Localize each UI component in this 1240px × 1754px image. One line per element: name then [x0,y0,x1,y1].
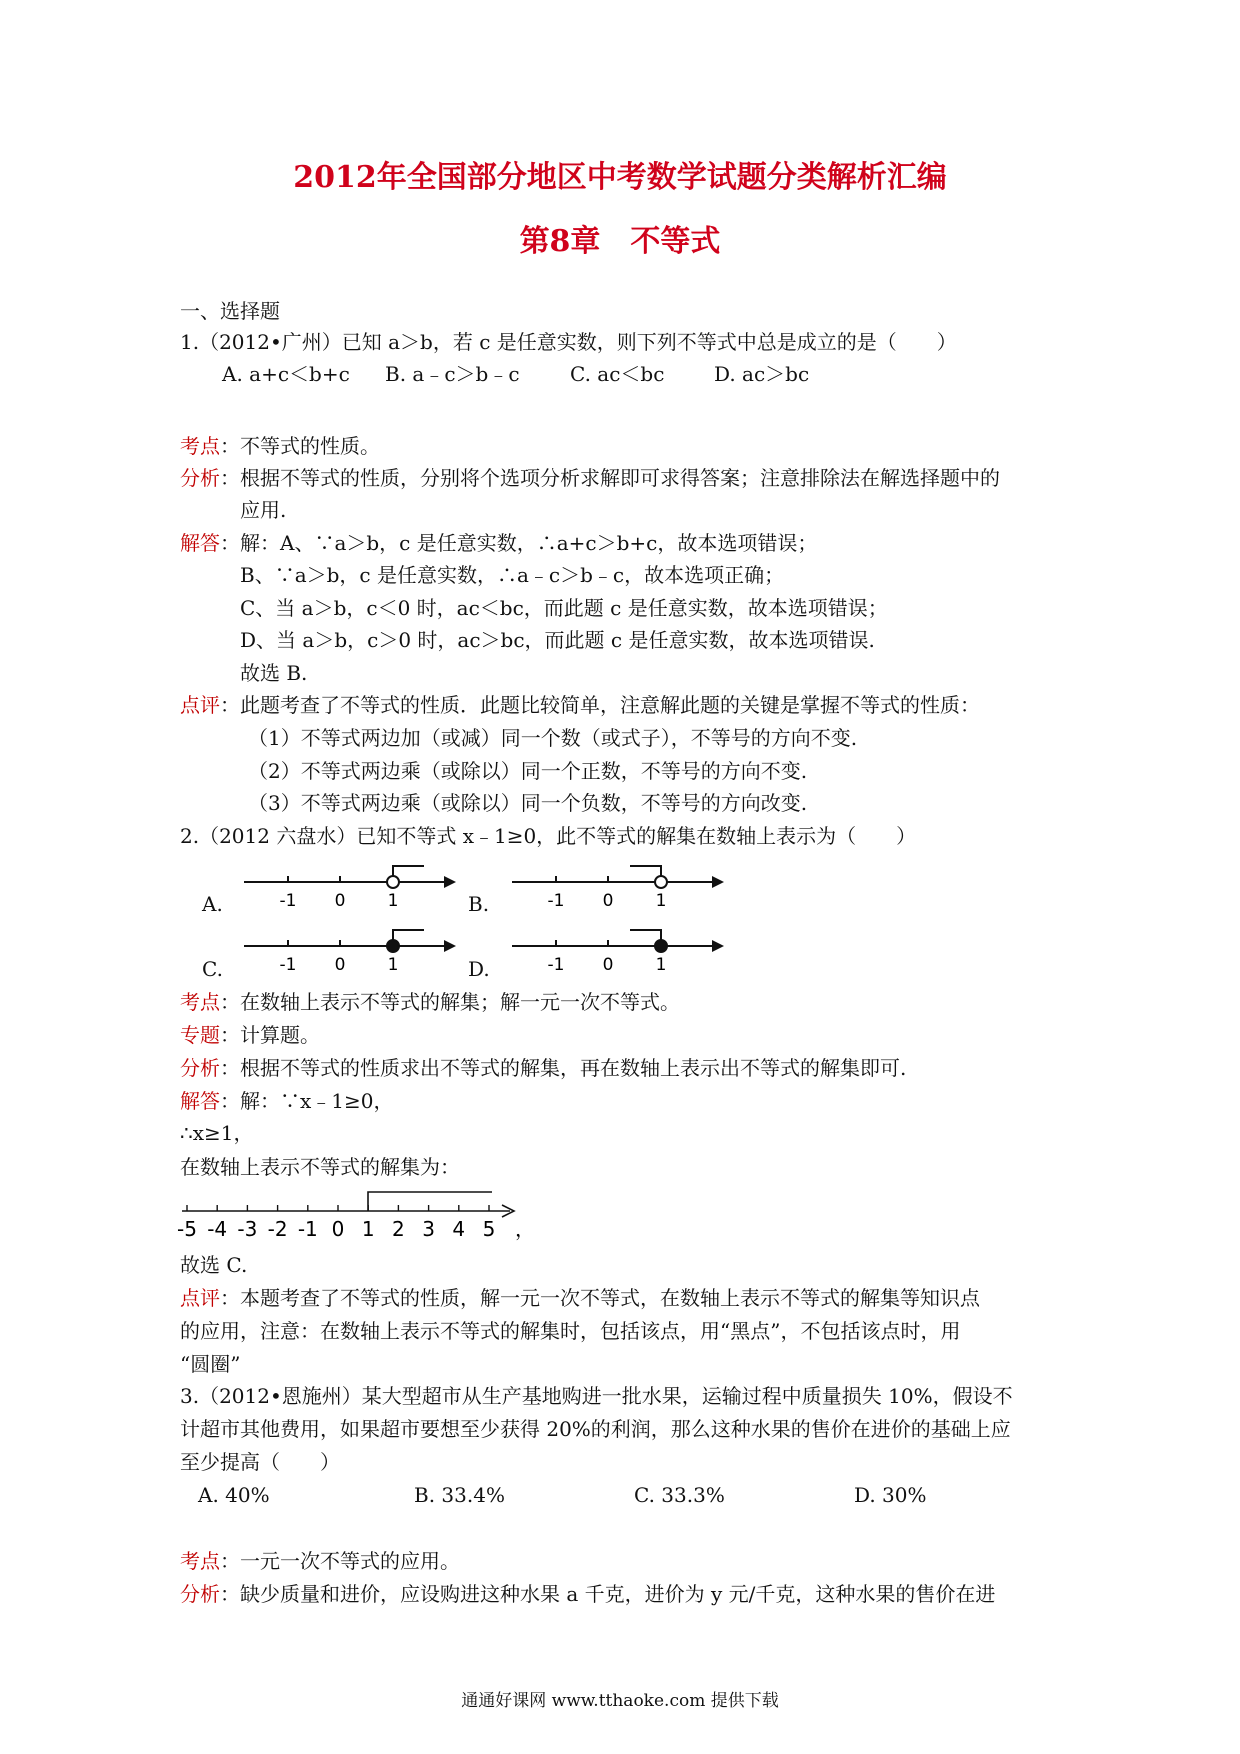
tick-label: -1 [297,1217,318,1241]
q1-jieda-text-4: D、当 a＞b，c＞0 时，ac＞bc，而此题 c 是任意实数，故本选项错误. [240,628,875,652]
q3-option-b: B. 33.4% [414,1483,505,1507]
q1-jieda-text-3: C、当 a＞b，c＜0 时，ac＜bc，而此题 c 是任意实数，故本选项错误； [240,596,888,620]
q1-jieda-text-1: 解：A、∵a＞b，c 是任意实数，∴a+c＞b+c，故本选项错误； [240,531,818,555]
q3-stem-2: 计超市其他费用，如果超市要想至少获得 20%的利润，那么这种水果的售价在进价的基础上应 [180,1417,1011,1441]
q2-option-c-label: C. [202,957,223,981]
tick-label: 3 [422,1217,435,1241]
q2-option-b-number-line [508,860,728,912]
axis-arrow [444,940,456,952]
tick-label: 0 [602,891,614,911]
tick-label: -3 [237,1217,258,1241]
q3-fenxi: 分析：缺少质量和进价，应设购进这种水果 a 千克，进价为 y 元/千克，这种水果的售价在进 [180,1582,996,1606]
tick-label: 0 [331,1217,345,1241]
solution-bracket [368,1192,492,1211]
tick-label: -1 [279,891,297,911]
q1-dianping: 点评：此题考查了不等式的性质．此题比较简单，注意解此题的关键是掌握不等式的性质： [180,693,980,717]
q1-option-d: D. ac＞bc [714,362,810,386]
tick-label: 5 [482,1217,496,1241]
tick-label: 1 [655,891,667,911]
tick-label: 1 [387,891,399,911]
kaodian-label: 考点 [180,434,220,458]
q2-jieda: 解答：解：∵x﹣1≥0， [180,1089,394,1113]
q2-option-d-number-line [508,924,728,976]
zhuanti-label: 专题 [180,1023,220,1047]
q1-fenxi-text-1: 根据不等式的性质，分别将个选项分析求解即可求得答案；注意排除法在解选择题中的 [240,466,1000,490]
axis-arrow [712,940,724,952]
document-title: 2012年全国部分地区中考数学试题分类解析汇编 [293,160,947,195]
jieda-label: 解答 [180,1089,220,1113]
q1-dianping-text-1: 此题考查了不等式的性质．此题比较简单，注意解此题的关键是掌握不等式的性质： [240,693,980,717]
q2-dianping-text-3: “圆圈” [180,1352,241,1376]
q1-option-b: B. a﹣c＞b﹣c [385,362,520,386]
q2-solution-number-line [177,1180,540,1241]
q2-option-d-label: D. [468,957,490,981]
q2-fenxi: 分析：根据不等式的性质求出不等式的解集，再在数轴上表示出不等式的解集即可. [180,1056,907,1080]
q2-dianping: 点评：本题考查了不等式的性质，解一元一次不等式，在数轴上表示不等式的解集等知识点 [180,1286,980,1310]
q2-option-b-label: B. [468,892,490,916]
q3-stem-3: 至少提高（ ） [180,1450,340,1474]
solution-bracket [630,930,661,940]
tick-label: -1 [279,955,297,975]
q1-jieda-text-2: B、∵a＞b，c 是任意实数，∴a﹣c＞b﹣c，故本选项正确； [240,563,785,587]
open-point [655,876,667,888]
fenxi-label: 分析 [180,1056,220,1080]
tick-label: 0 [602,955,614,975]
q3-option-c: C. 33.3% [634,1483,725,1507]
q1-option-c: C. ac＜bc [570,362,665,386]
q2-option-a-label: A. [202,892,223,916]
q3-kaodian-text: 一元一次不等式的应用。 [240,1549,460,1573]
q2-option-c-number-line [240,924,460,976]
tick-label: -4 [207,1217,228,1241]
solid-point [387,940,399,952]
tick-label: -1 [547,891,565,911]
page-footer: 通通好课网 www.tthaoke.com 提供下载 [461,1691,779,1711]
solid-point [655,940,667,952]
axis-arrow [444,876,456,888]
q2-option-a-number-line [240,860,460,912]
q1-stem: 1.（2012•广州）已知 a＞b，若 c 是任意实数，则下列不等式中总是成立的是（ ） [180,330,957,354]
tick-label: 1 [655,955,667,975]
q2-stem: 2.（2012 六盘水）已知不等式 x﹣1≥0，此不等式的解集在数轴上表示为（ ） [180,824,917,848]
q3-kaodian: 考点：一元一次不等式的应用。 [180,1549,460,1573]
kaodian-label: 考点 [180,990,220,1014]
q2-fenxi-text: 根据不等式的性质求出不等式的解集，再在数轴上表示出不等式的解集即可. [240,1056,907,1080]
q2-jieda-text-1: 解：∵x﹣1≥0， [240,1089,394,1113]
q2-jieda-text-4: 故选 C. [180,1253,248,1277]
axis-trailing-comma: ， [515,1217,535,1241]
fenxi-label: 分析 [180,466,220,490]
fenxi-label: 分析 [180,1582,220,1606]
axis-arrow [712,876,724,888]
q3-fenxi-text: 缺少质量和进价，应设购进这种水果 a 千克，进价为 y 元/千克，这种水果的售价在进 [240,1582,996,1606]
dianping-label: 点评 [180,693,220,717]
q2-jieda-text-2: ∴x≥1， [180,1121,254,1145]
q2-kaodian: 考点：在数轴上表示不等式的解集；解一元一次不等式。 [180,990,680,1014]
q2-dianping-text-1: 本题考查了不等式的性质，解一元一次不等式，在数轴上表示不等式的解集等知识点 [240,1286,980,1310]
tick-label: 1 [387,955,399,975]
q1-kaodian-text: 不等式的性质。 [240,434,380,458]
tick-label: 4 [452,1217,466,1241]
q1-dianping-text-3: （2）不等式两边乘（或除以）同一个正数，不等号的方向不变. [248,759,808,783]
q1-jieda-text-5: 故选 B. [240,661,308,685]
q2-zhuanti-text: 计算题。 [240,1023,320,1047]
q3-option-a: A. 40% [198,1483,270,1507]
solution-bracket [393,930,424,940]
jieda-label: 解答 [180,531,220,555]
q1-option-a: A. a+c＜b+c [222,362,350,386]
q2-zhuanti: 专题：计算题。 [180,1023,320,1047]
q1-kaodian: 考点：不等式的性质。 [180,434,380,458]
chapter-title: 第8章 不等式 [519,224,721,259]
q2-kaodian-text: 在数轴上表示不等式的解集；解一元一次不等式。 [240,990,680,1014]
kaodian-label: 考点 [180,1549,220,1573]
solution-bracket [630,866,661,876]
tick-label: -1 [547,955,565,975]
q1-fenxi-text-2: 应用. [240,498,287,522]
dianping-label: 点评 [180,1286,220,1310]
solution-bracket [393,866,424,876]
tick-label: 0 [334,891,346,911]
tick-label: 0 [334,955,346,975]
open-point [387,876,399,888]
tick-label: -5 [177,1217,197,1241]
q2-jieda-text-3: 在数轴上表示不等式的解集为： [180,1155,460,1179]
q1-dianping-text-2: （1）不等式两边加（或减）同一个数（或式子），不等号的方向不变. [248,726,858,750]
q3-stem-1: 3.（2012•恩施州）某大型超市从生产基地购进一批水果，运输过程中质量损失 10%，假设不 [180,1384,1013,1408]
q2-dianping-text-2: 的应用，注意：在数轴上表示不等式的解集时，包括该点，用“黑点”，不包括该点时，用 [180,1319,961,1343]
tick-label: -2 [267,1217,288,1241]
tick-label: 1 [361,1217,375,1241]
q1-fenxi: 分析：根据不等式的性质，分别将个选项分析求解即可求得答案；注意排除法在解选择题中的 [180,466,1000,490]
q1-jieda: 解答：解：A、∵a＞b，c 是任意实数，∴a+c＞b+c，故本选项错误； [180,531,818,555]
tick-label: 2 [392,1217,405,1241]
q3-option-d: D. 30% [854,1483,927,1507]
q1-dianping-text-4: （3）不等式两边乘（或除以）同一个负数，不等号的方向改变. [248,791,808,815]
section-heading: 一、选择题 [180,299,280,323]
